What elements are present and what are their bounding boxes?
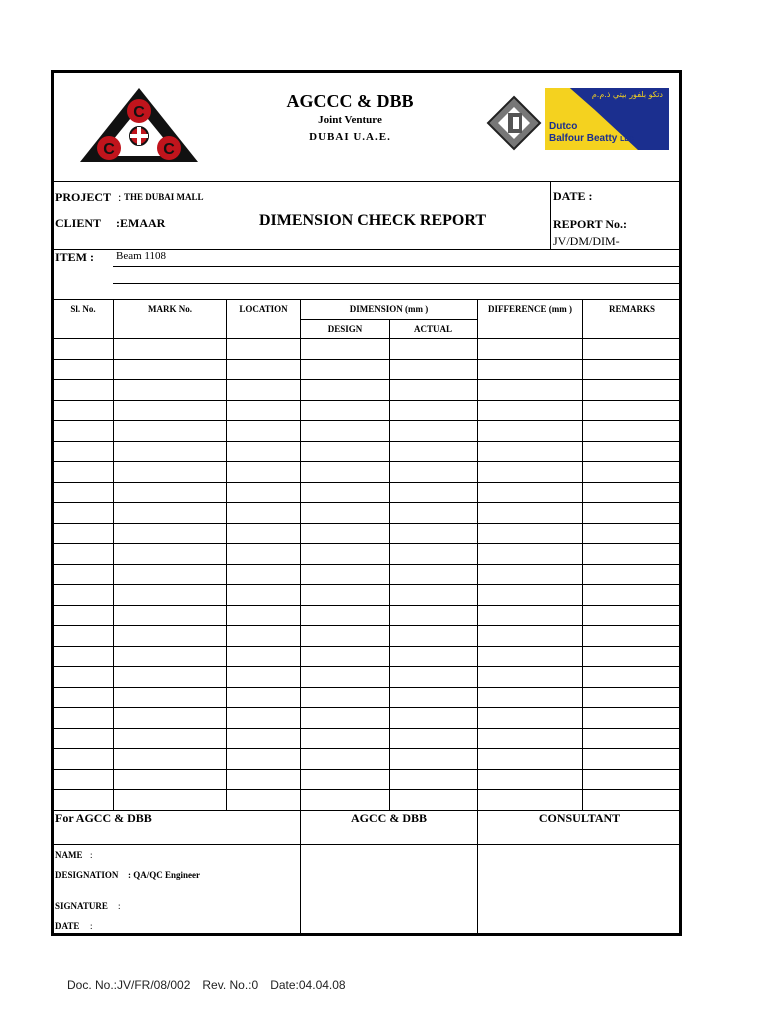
table-row xyxy=(53,564,681,565)
col-header-dimension: DIMENSION (mm ) xyxy=(349,304,429,314)
report-no-value: JV/DM/DIM- xyxy=(553,234,620,248)
table-row xyxy=(53,748,681,749)
divider xyxy=(550,181,551,249)
table-row xyxy=(53,359,681,360)
table-row xyxy=(53,543,681,544)
company-subtitle: Joint Venture xyxy=(318,114,382,126)
table-row xyxy=(53,605,681,606)
col-header-remarks: REMARKS xyxy=(608,304,655,314)
agcc-dbb-label: AGCC & DBB xyxy=(350,811,427,825)
table-column-divider xyxy=(226,299,227,810)
signoff-divider xyxy=(53,844,681,845)
logo-letter-left: C xyxy=(103,141,115,158)
col-header-difference: DIFFERENCE (mm ) xyxy=(488,304,572,314)
table-row xyxy=(53,461,681,462)
company-name: AGCCC & DBB xyxy=(286,91,414,111)
table-row xyxy=(53,441,681,442)
table-header-divider xyxy=(300,319,477,320)
table-row xyxy=(53,420,681,421)
item-line xyxy=(113,283,681,284)
table-row xyxy=(53,400,681,401)
col-header-mark: MARK No. xyxy=(148,304,192,314)
signature-label: SIGNATURE xyxy=(55,901,108,911)
signoff-divider xyxy=(477,810,478,934)
footer-date: Date:04.04.08 xyxy=(270,978,346,992)
project-label: PROJECT xyxy=(55,190,112,204)
table-row xyxy=(53,502,681,503)
table-row xyxy=(53,625,681,626)
logo-letter-top: C xyxy=(133,104,145,121)
project-value: THE DUBAI MALL xyxy=(124,192,204,202)
item-label: ITEM : xyxy=(55,250,94,264)
signoff-divider xyxy=(300,810,301,934)
report-title: DIMENSION CHECK REPORT xyxy=(259,212,487,229)
client-value: :EMAAR xyxy=(116,216,166,230)
table-column-divider xyxy=(113,299,114,810)
dutco-suffix: LLC xyxy=(620,136,634,143)
col-header-design: DESIGN xyxy=(327,324,363,334)
divider xyxy=(53,181,681,182)
report-no-label: REPORT No.: xyxy=(553,217,628,231)
table-row xyxy=(53,482,681,483)
table-column-divider xyxy=(300,299,301,810)
logo-letter-right: C xyxy=(163,141,175,158)
signature-sep: : xyxy=(118,901,121,911)
dutco-logo xyxy=(545,88,669,150)
table-column-divider xyxy=(477,299,478,810)
dutco-name-line1: Dutco xyxy=(549,121,578,132)
col-header-location: LOCATION xyxy=(239,304,288,314)
item-line xyxy=(113,266,681,267)
designation-label: DESIGNATION xyxy=(55,870,119,880)
col-header-actual: ACTUAL xyxy=(413,324,452,334)
name-label: NAME xyxy=(55,850,83,860)
table-row xyxy=(53,584,681,585)
designation-value: : QA/QC Engineer xyxy=(128,870,200,880)
date-label: DATE : xyxy=(553,189,593,203)
dutco-mark-icon xyxy=(486,95,542,151)
table-row xyxy=(53,769,681,770)
client-label: CLIENT xyxy=(55,216,102,230)
table-row xyxy=(53,338,681,339)
table-row xyxy=(53,379,681,380)
table-row xyxy=(53,646,681,647)
table-column-divider xyxy=(582,299,583,810)
divider xyxy=(53,299,681,300)
project-sep: : xyxy=(118,190,122,204)
signoff-date-label: DATE xyxy=(55,921,80,931)
table-row xyxy=(53,523,681,524)
dutco-arabic-text: دتكو بلفور بيتي ذ.م.م xyxy=(591,90,663,99)
consultant-label: CONSULTANT xyxy=(538,811,621,825)
name-sep: : xyxy=(90,850,93,860)
table-row xyxy=(53,687,681,688)
dutco-name-line2: Balfour Beatty xyxy=(549,133,618,144)
agccc-logo xyxy=(78,86,200,164)
footer-rev-no: Rev. No.:0 xyxy=(202,978,259,992)
col-header-sl: Sl. No. xyxy=(70,304,96,314)
table-row xyxy=(53,728,681,729)
item-value: Beam 1108 xyxy=(116,250,166,262)
footer-doc-no: Doc. No.:JV/FR/08/002 xyxy=(67,978,191,992)
for-agcc-label: For AGCC & DBB xyxy=(55,811,152,825)
document-footer xyxy=(67,978,358,992)
signoff-date-sep: : xyxy=(90,921,93,931)
table-row xyxy=(53,789,681,790)
table-row xyxy=(53,707,681,708)
company-location: DUBAI U.A.E. xyxy=(309,131,391,143)
table-row xyxy=(53,666,681,667)
